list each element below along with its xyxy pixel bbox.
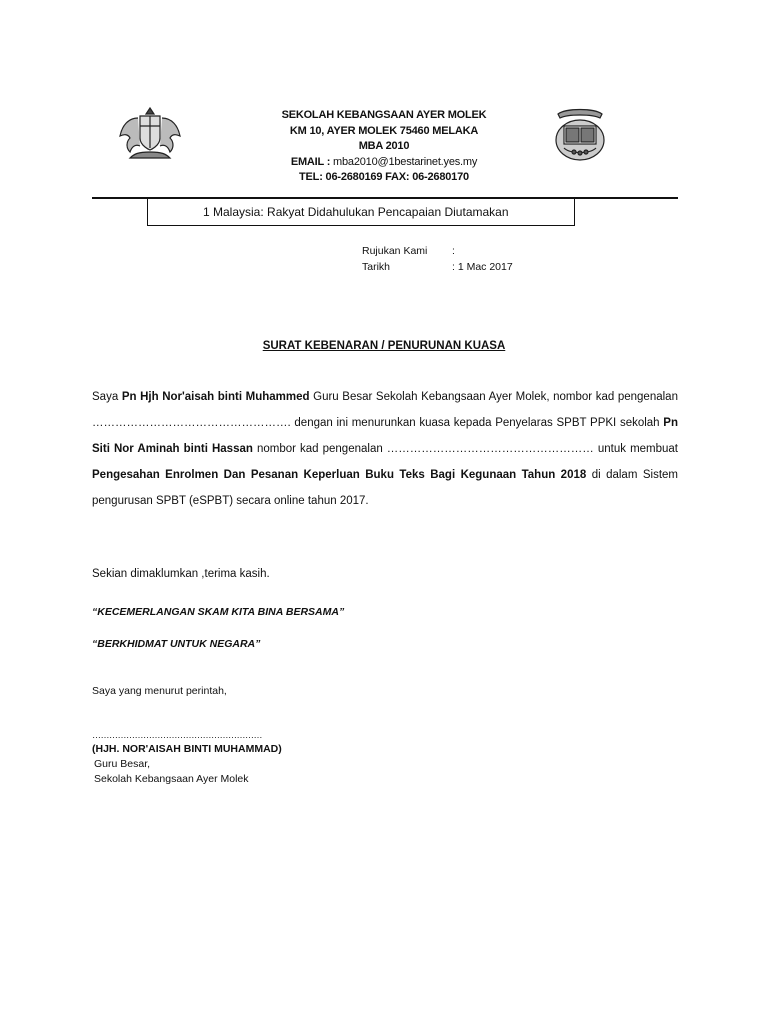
closing-line: Sekian dimaklumkan ,terima kasih. xyxy=(92,568,270,580)
signature-line: …………………………………………………… xyxy=(92,730,262,740)
school-phone-fax: TEL: 06-2680169 FAX: 06-2680170 xyxy=(299,171,469,183)
letter-title: SURAT KEBENARAN / PENURUNAN KUASA xyxy=(262,340,506,352)
school-address: KM 10, AYER MOLEK 75460 MELAKA xyxy=(289,124,479,137)
letterhead xyxy=(200,108,568,186)
signatory-name: (HJH. NOR'AISAH BINTI MUHAMMAD) xyxy=(92,743,282,755)
grantor-name: Pn Hjh Nor'aisah binti Muhammed xyxy=(121,391,310,403)
signoff-line: Saya yang menurut perintah, xyxy=(92,685,227,697)
letter-subject: Pengesahan Enrolmen Dan Pesanan Keperluan Buku Teks Bagi Kegunaan Tahun 2018 xyxy=(92,469,587,481)
school-code: MBA 2010 xyxy=(358,140,410,152)
tarikh-value: : 1 Mac 2017 xyxy=(452,261,513,273)
malaysia-crest-logo xyxy=(110,104,190,168)
letter-body: Saya Pn Hjh Nor'aisah binti Muhammed Guru Besar Sekolah Kebangsaan Ayer Molek, nombor kad pengenalan ……………………………………………. dengan ini menurunkan kuasa kepada Penyelaras SPBT PPKI sekolah Pn Siti Nor Aminah binti Hassan nombor kad pengenalan ……………………………………………… untuk membuat Pengesahan Enrolmen Dan Pesanan Keperluan Buku Teks Bagi Kegunaan Tahun 2018 di dalam Sistem pengurusan SPBT (eSPBT) secara online tahun 2017. xyxy=(92,391,679,507)
slogan-2: “BERKHIDMAT UNTUK NEGARA” xyxy=(92,638,261,650)
tarikh-label: Tarikh xyxy=(362,261,391,273)
slogan-1: “KECEMERLANGAN SKAM KITA BINA BERSAMA” xyxy=(92,606,345,618)
signatory-position: Guru Besar, xyxy=(94,758,151,770)
motto-box: 1 Malaysia: Rakyat Didahulukan Pencapaian Diutamakan xyxy=(147,198,575,226)
grantee-name: Pn Siti Nor Aminah binti Hassan xyxy=(92,417,678,455)
school-crest-logo xyxy=(550,104,610,166)
school-email: EMAIL : mba2010@1bestarinet.yes.my xyxy=(290,155,478,168)
signatory-school: Sekolah Kebangsaan Ayer Molek xyxy=(94,773,249,785)
rujukan-label: Rujukan Kami xyxy=(362,245,428,257)
school-name: SEKOLAH KEBANGSAAN AYER MOLEK xyxy=(281,109,487,121)
rujukan-value: : xyxy=(452,245,455,257)
